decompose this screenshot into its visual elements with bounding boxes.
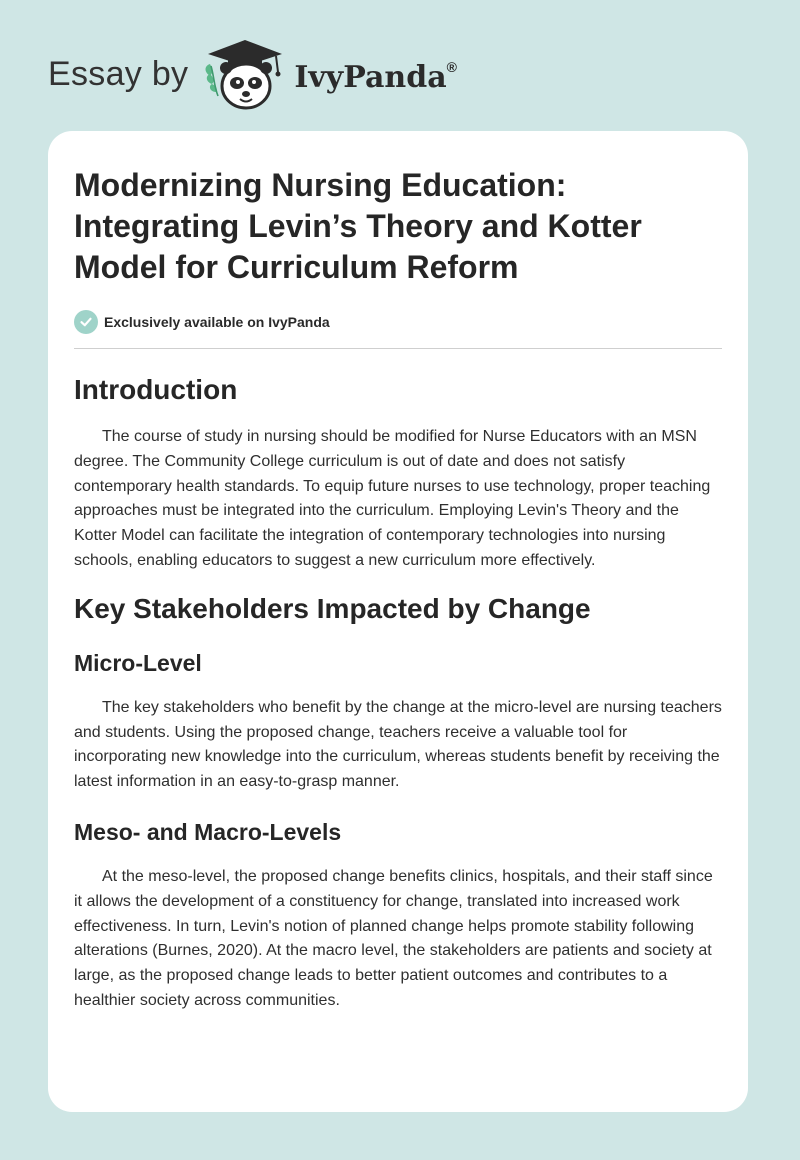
article-title: Modernizing Nursing Education: Integrating Levin’s Theory and Kotter Model for Curriculum Reform <box>74 167 642 285</box>
check-circle-icon <box>74 310 98 334</box>
meso-macro-paragraph: At the meso-level, the proposed change benefits clinics, hospitals, and their staff since it allows the development of a constituency for change, translated into increased work effectiveness. In turn, Levin's notion of planned change helps promote stability following alterations (Burnes, 2020). At the macro level, the stakeholders are patients and society at large, as the proposed change leads to better patient outcomes and contributes to a healthier society across communities. <box>74 867 713 1009</box>
registered-mark: ® <box>446 58 457 75</box>
site-header <box>48 36 457 112</box>
exclusive-text: Exclusively available on IvyPanda <box>104 314 330 330</box>
essay-by-label: Essay by <box>48 54 189 93</box>
section-heading-introduction: Introduction <box>74 374 238 405</box>
exclusive-badge <box>74 310 722 334</box>
micro-level-paragraph: The key stakeholders who benefit by the change at the micro-level are nursing teachers and students. Using the proposed change, teachers receive a valuable tool for incorporating new knowledge into the curriculum, whereas students benefit by receiving the latest information in an easy-to-grasp manner. <box>74 698 722 791</box>
panda-graduate-logo-icon[interactable] <box>202 36 288 112</box>
brand-name[interactable]: IvyPanda® <box>294 58 457 95</box>
divider <box>74 348 722 349</box>
subsection-heading-micro-level: Micro-Level <box>74 649 202 676</box>
section-heading-stakeholders: Key Stakeholders Impacted by Change <box>74 592 591 624</box>
introduction-paragraph: The course of study in nursing should be modified for Nurse Educators with an MSN degree. The Community College curriculum is out of date and does not satisfy contemporary health standards. To equip future nurses to use technology, proper teaching approaches must be integrated into the curriculum. Employing Levin's Theory and the Kotter Model can facilitate the integration of contemporary technologies into nursing schools, enabling educators to suggest a new curriculum more effectively. <box>74 428 711 569</box>
article-card <box>48 131 748 1112</box>
subsection-heading-meso-macro-levels: Meso- and Macro-Levels <box>74 818 342 845</box>
